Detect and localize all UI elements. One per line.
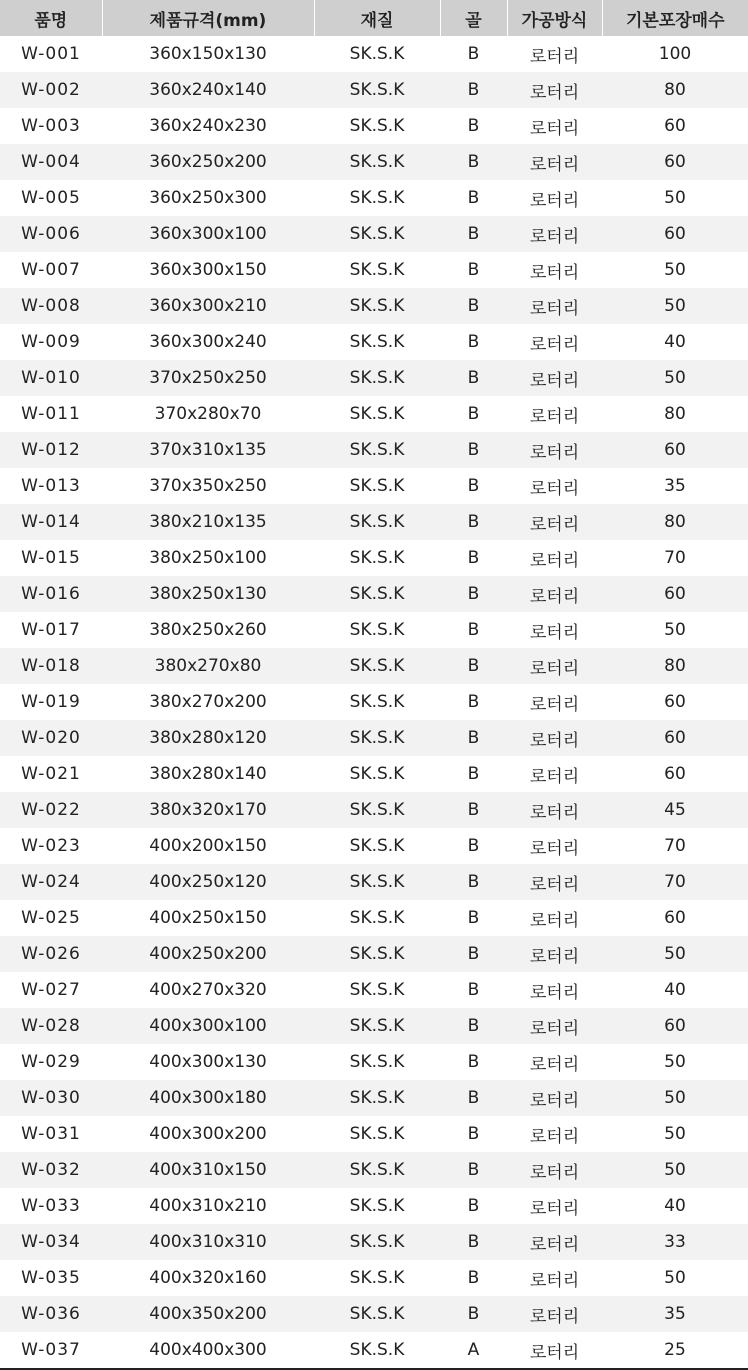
cell-flute: B [467, 332, 480, 352]
cell-packing-quantity: 60 [602, 216, 748, 252]
table-row [0, 720, 748, 756]
cell-process-method: 로터리 [529, 334, 580, 355]
cell-product-spec: 360x150x130 [149, 44, 267, 64]
cell-flute: B [440, 1080, 507, 1116]
cell-product-spec: 380x320x170 [102, 792, 314, 828]
cell-product-name: W-025 [21, 908, 81, 928]
cell-material: SK.S.K [349, 1052, 405, 1072]
cell-packing-quantity: 60 [664, 116, 686, 136]
cell-process-method: 로터리 [507, 864, 602, 900]
cell-material: SK.S.K [314, 360, 440, 396]
table-row [0, 216, 748, 252]
cell-packing-quantity: 50 [664, 1052, 686, 1072]
header-flute: 골 [440, 0, 507, 36]
table-row [0, 144, 748, 180]
header-material: 재질 [314, 0, 440, 36]
cell-product-name: W-018 [0, 648, 102, 684]
cell-flute: B [440, 216, 507, 252]
cell-product-spec: 370x250x250 [102, 360, 314, 396]
cell-material: SK.S.K [349, 404, 405, 424]
table-row [0, 504, 748, 540]
cell-flute: B [440, 504, 507, 540]
header-row [0, 0, 748, 36]
cell-process-method: 로터리 [507, 936, 602, 972]
cell-product-name: W-001 [21, 44, 81, 64]
cell-material: SK.S.K [314, 576, 440, 612]
cell-packing-quantity: 40 [664, 1196, 686, 1216]
cell-packing-quantity: 80 [602, 504, 748, 540]
cell-packing-quantity: 45 [602, 792, 748, 828]
cell-material: SK.S.K [349, 620, 405, 640]
cell-product-name: W-031 [21, 1124, 81, 1144]
cell-flute: B [440, 936, 507, 972]
table-row [0, 360, 748, 396]
cell-packing-quantity: 70 [664, 836, 686, 856]
cell-process-method: 로터리 [529, 118, 580, 139]
cell-material: SK.S.K [314, 72, 440, 108]
cell-process-method: 로터리 [529, 622, 580, 643]
cell-product-spec: 380x210x135 [102, 504, 314, 540]
cell-packing-quantity: 50 [602, 288, 748, 324]
cell-product-spec: 400x200x150 [149, 836, 267, 856]
cell-material: SK.S.K [349, 908, 405, 928]
cell-process-method: 로터리 [507, 72, 602, 108]
cell-product-spec: 380x250x130 [102, 576, 314, 612]
table-row [0, 72, 748, 108]
table-row [0, 396, 748, 432]
cell-product-name: W-015 [21, 548, 81, 568]
cell-flute: B [467, 404, 480, 424]
cell-flute: B [467, 188, 480, 208]
cell-process-method: 로터리 [529, 478, 580, 499]
cell-process-method: 로터리 [529, 262, 580, 283]
cell-process-method: 로터리 [507, 432, 602, 468]
cell-material: SK.S.K [349, 44, 405, 64]
cell-product-name: W-002 [0, 72, 102, 108]
cell-packing-quantity: 100 [658, 44, 692, 64]
cell-product-name: W-005 [21, 188, 81, 208]
cell-flute: B [440, 360, 507, 396]
cell-material: SK.S.K [314, 936, 440, 972]
cell-product-spec: 400x250x200 [102, 936, 314, 972]
cell-process-method: 로터리 [507, 1296, 602, 1332]
table-row [0, 1188, 748, 1224]
table-row [0, 252, 748, 288]
table-row [0, 180, 748, 216]
table-row [0, 1116, 748, 1152]
cell-packing-quantity: 50 [602, 360, 748, 396]
cell-process-method: 로터리 [507, 288, 602, 324]
table-header [0, 0, 748, 36]
cell-material: SK.S.K [314, 1080, 440, 1116]
table-row [0, 936, 748, 972]
cell-product-spec: 360x300x210 [102, 288, 314, 324]
cell-process-method: 로터리 [507, 1008, 602, 1044]
cell-product-name: W-032 [0, 1152, 102, 1188]
cell-flute: B [467, 836, 480, 856]
table-row [0, 576, 748, 612]
cell-material: SK.S.K [314, 1152, 440, 1188]
table-row [0, 1224, 748, 1260]
cell-product-name: W-035 [21, 1268, 81, 1288]
cell-product-spec: 400x400x300 [102, 1332, 314, 1369]
cell-packing-quantity: 35 [602, 1296, 748, 1332]
cell-material: SK.S.K [314, 504, 440, 540]
cell-material: SK.S.K [349, 188, 405, 208]
cell-process-method: 로터리 [529, 190, 580, 211]
cell-process-method: 로터리 [507, 1080, 602, 1116]
cell-product-name: W-028 [0, 1008, 102, 1044]
cell-product-name: W-010 [0, 360, 102, 396]
cell-material: SK.S.K [349, 836, 405, 856]
header-product-name: 품명 [0, 0, 102, 36]
cell-product-name: W-008 [0, 288, 102, 324]
table-row [0, 468, 748, 504]
cell-process-method: 로터리 [529, 550, 580, 571]
cell-material: SK.S.K [349, 692, 405, 712]
cell-product-name: W-016 [0, 576, 102, 612]
cell-material: SK.S.K [314, 648, 440, 684]
cell-product-name: W-024 [0, 864, 102, 900]
cell-product-name: W-029 [21, 1052, 81, 1072]
table-row [0, 288, 748, 324]
cell-material: SK.S.K [314, 288, 440, 324]
cell-product-name: W-036 [0, 1296, 102, 1332]
cell-packing-quantity: 50 [664, 260, 686, 280]
cell-material: SK.S.K [349, 1268, 405, 1288]
cell-flute: B [440, 1296, 507, 1332]
cell-packing-quantity: 60 [602, 720, 748, 756]
table-row [0, 612, 748, 648]
cell-product-name: W-030 [0, 1080, 102, 1116]
cell-process-method: 로터리 [507, 360, 602, 396]
cell-product-spec: 400x310x210 [149, 1196, 267, 1216]
cell-product-spec: 400x270x320 [149, 980, 267, 1000]
cell-product-name: W-003 [21, 116, 81, 136]
cell-process-method: 로터리 [529, 406, 580, 427]
cell-flute: A [440, 1332, 507, 1369]
cell-product-spec: 400x250x150 [149, 908, 267, 928]
cell-packing-quantity: 50 [664, 620, 686, 640]
table-row [0, 432, 748, 468]
cell-flute: B [440, 432, 507, 468]
cell-product-spec: 360x250x300 [149, 188, 267, 208]
cell-flute: B [467, 548, 480, 568]
cell-flute: B [467, 692, 480, 712]
cell-material: SK.S.K [349, 980, 405, 1000]
cell-material: SK.S.K [314, 720, 440, 756]
table-row [0, 756, 748, 792]
cell-product-spec: 400x250x120 [102, 864, 314, 900]
cell-material: SK.S.K [349, 1196, 405, 1216]
cell-process-method: 로터리 [507, 504, 602, 540]
cell-material: SK.S.K [349, 548, 405, 568]
cell-flute: B [440, 288, 507, 324]
cell-product-name: W-012 [0, 432, 102, 468]
cell-product-name: W-017 [21, 620, 81, 640]
cell-process-method: 로터리 [529, 838, 580, 859]
cell-product-name: W-023 [21, 836, 81, 856]
cell-product-name: W-019 [21, 692, 81, 712]
table-row [0, 36, 748, 72]
cell-packing-quantity: 35 [664, 476, 686, 496]
cell-product-spec: 360x240x140 [102, 72, 314, 108]
table-body [0, 36, 748, 1369]
cell-product-spec: 400x310x310 [102, 1224, 314, 1260]
cell-product-spec: 380x250x100 [149, 548, 267, 568]
header-product-spec: 제품규격(mm) [102, 0, 314, 36]
cell-packing-quantity: 50 [602, 1080, 748, 1116]
cell-packing-quantity: 50 [664, 1268, 686, 1288]
cell-flute: B [440, 576, 507, 612]
cell-packing-quantity: 40 [664, 332, 686, 352]
cell-flute: B [467, 116, 480, 136]
cell-material: SK.S.K [349, 1124, 405, 1144]
header-process-method: 가공방식 [507, 0, 602, 36]
table-row [0, 324, 748, 360]
cell-product-name: W-014 [0, 504, 102, 540]
cell-process-method: 로터리 [529, 910, 580, 931]
cell-material: SK.S.K [349, 764, 405, 784]
cell-packing-quantity: 50 [664, 1124, 686, 1144]
cell-flute: B [467, 1052, 480, 1072]
table-row [0, 1044, 748, 1080]
cell-flute: B [440, 1008, 507, 1044]
cell-product-spec: 400x350x200 [102, 1296, 314, 1332]
cell-product-name: W-027 [21, 980, 81, 1000]
cell-packing-quantity: 50 [664, 188, 686, 208]
cell-material: SK.S.K [314, 1296, 440, 1332]
cell-process-method: 로터리 [507, 792, 602, 828]
cell-packing-quantity: 40 [664, 980, 686, 1000]
cell-flute: B [467, 620, 480, 640]
cell-process-method: 로터리 [529, 694, 580, 715]
table-row [0, 1008, 748, 1044]
cell-flute: B [440, 1152, 507, 1188]
cell-product-spec: 400x300x180 [102, 1080, 314, 1116]
cell-product-name: W-026 [0, 936, 102, 972]
header-packing-quantity: 기본포장매수 [602, 0, 748, 36]
cell-product-spec: 360x300x240 [149, 332, 267, 352]
table-row [0, 108, 748, 144]
cell-material: SK.S.K [349, 476, 405, 496]
cell-material: SK.S.K [314, 792, 440, 828]
table-row [0, 1260, 748, 1296]
cell-material: SK.S.K [314, 1224, 440, 1260]
cell-product-name: W-021 [21, 764, 81, 784]
cell-process-method: 로터리 [529, 46, 580, 67]
cell-product-name: W-004 [0, 144, 102, 180]
cell-product-spec: 380x280x140 [149, 764, 267, 784]
cell-process-method: 로터리 [529, 766, 580, 787]
cell-process-method: 로터리 [507, 1152, 602, 1188]
cell-packing-quantity: 60 [602, 432, 748, 468]
cell-process-method: 로터리 [529, 1054, 580, 1075]
cell-packing-quantity: 33 [602, 1224, 748, 1260]
cell-packing-quantity: 60 [602, 144, 748, 180]
cell-process-method: 로터리 [507, 576, 602, 612]
cell-material: SK.S.K [314, 1008, 440, 1044]
table-row [0, 1332, 748, 1369]
cell-process-method: 로터리 [507, 1332, 602, 1369]
cell-material: SK.S.K [314, 1332, 440, 1369]
table-row [0, 864, 748, 900]
cell-product-spec: 400x300x100 [102, 1008, 314, 1044]
table-row [0, 540, 748, 576]
cell-product-name: W-022 [0, 792, 102, 828]
cell-material: SK.S.K [314, 432, 440, 468]
cell-process-method: 로터리 [507, 216, 602, 252]
cell-product-spec: 360x240x230 [149, 116, 267, 136]
table-row [0, 828, 748, 864]
cell-product-spec: 380x250x260 [149, 620, 267, 640]
cell-packing-quantity: 50 [602, 1152, 748, 1188]
table-row [0, 648, 748, 684]
table-row [0, 684, 748, 720]
cell-flute: B [440, 72, 507, 108]
cell-product-name: W-009 [21, 332, 81, 352]
table-row [0, 972, 748, 1008]
cell-flute: B [440, 864, 507, 900]
cell-material: SK.S.K [349, 332, 405, 352]
cell-product-name: W-011 [21, 404, 81, 424]
cell-product-spec: 380x270x80 [102, 648, 314, 684]
cell-product-spec: 360x300x100 [102, 216, 314, 252]
cell-process-method: 로터리 [507, 720, 602, 756]
cell-product-spec: 400x310x150 [102, 1152, 314, 1188]
cell-material: SK.S.K [314, 216, 440, 252]
cell-process-method: 로터리 [529, 1198, 580, 1219]
cell-product-spec: 370x350x250 [149, 476, 267, 496]
cell-packing-quantity: 60 [602, 1008, 748, 1044]
table-row [0, 792, 748, 828]
cell-flute: B [467, 260, 480, 280]
cell-product-name: W-033 [21, 1196, 81, 1216]
cell-packing-quantity: 60 [664, 908, 686, 928]
cell-process-method: 로터리 [507, 144, 602, 180]
cell-product-name: W-007 [21, 260, 81, 280]
cell-flute: B [467, 476, 480, 496]
cell-flute: B [467, 908, 480, 928]
cell-flute: B [440, 144, 507, 180]
cell-packing-quantity: 50 [602, 936, 748, 972]
cell-material: SK.S.K [314, 864, 440, 900]
cell-material: SK.S.K [349, 116, 405, 136]
cell-packing-quantity: 70 [602, 864, 748, 900]
cell-flute: B [440, 720, 507, 756]
cell-flute: B [467, 1196, 480, 1216]
cell-process-method: 로터리 [507, 1224, 602, 1260]
cell-flute: B [467, 44, 480, 64]
cell-process-method: 로터리 [529, 1126, 580, 1147]
cell-flute: B [440, 1224, 507, 1260]
cell-flute: B [467, 1268, 480, 1288]
cell-product-name: W-037 [0, 1332, 102, 1369]
table-row [0, 1080, 748, 1116]
cell-product-name: W-034 [0, 1224, 102, 1260]
cell-flute: B [467, 1124, 480, 1144]
cell-product-spec: 400x300x200 [149, 1124, 267, 1144]
cell-product-spec: 380x280x120 [102, 720, 314, 756]
cell-product-name: W-020 [0, 720, 102, 756]
cell-flute: B [467, 764, 480, 784]
cell-material: SK.S.K [314, 144, 440, 180]
table-row [0, 1152, 748, 1188]
cell-flute: B [440, 648, 507, 684]
table-row [0, 1296, 748, 1332]
cell-product-name: W-013 [21, 476, 81, 496]
cell-product-spec: 400x320x160 [149, 1268, 267, 1288]
cell-product-spec: 360x250x200 [102, 144, 314, 180]
cell-packing-quantity: 60 [602, 576, 748, 612]
cell-product-spec: 380x270x200 [149, 692, 267, 712]
cell-process-method: 로터리 [529, 1270, 580, 1291]
cell-product-spec: 360x300x150 [149, 260, 267, 280]
table-row [0, 900, 748, 936]
cell-packing-quantity: 80 [602, 648, 748, 684]
cell-flute: B [440, 792, 507, 828]
cell-packing-quantity: 60 [664, 692, 686, 712]
cell-product-spec: 370x310x135 [102, 432, 314, 468]
cell-product-spec: 400x300x130 [149, 1052, 267, 1072]
cell-material: SK.S.K [349, 260, 405, 280]
cell-process-method: 로터리 [529, 982, 580, 1003]
cell-product-name: W-006 [0, 216, 102, 252]
cell-packing-quantity: 80 [602, 72, 748, 108]
cell-product-spec: 370x280x70 [154, 404, 262, 424]
cell-packing-quantity: 80 [664, 404, 686, 424]
cell-packing-quantity: 60 [664, 764, 686, 784]
cell-packing-quantity: 25 [602, 1332, 748, 1369]
cell-flute: B [467, 980, 480, 1000]
cell-process-method: 로터리 [507, 648, 602, 684]
cell-packing-quantity: 70 [664, 548, 686, 568]
